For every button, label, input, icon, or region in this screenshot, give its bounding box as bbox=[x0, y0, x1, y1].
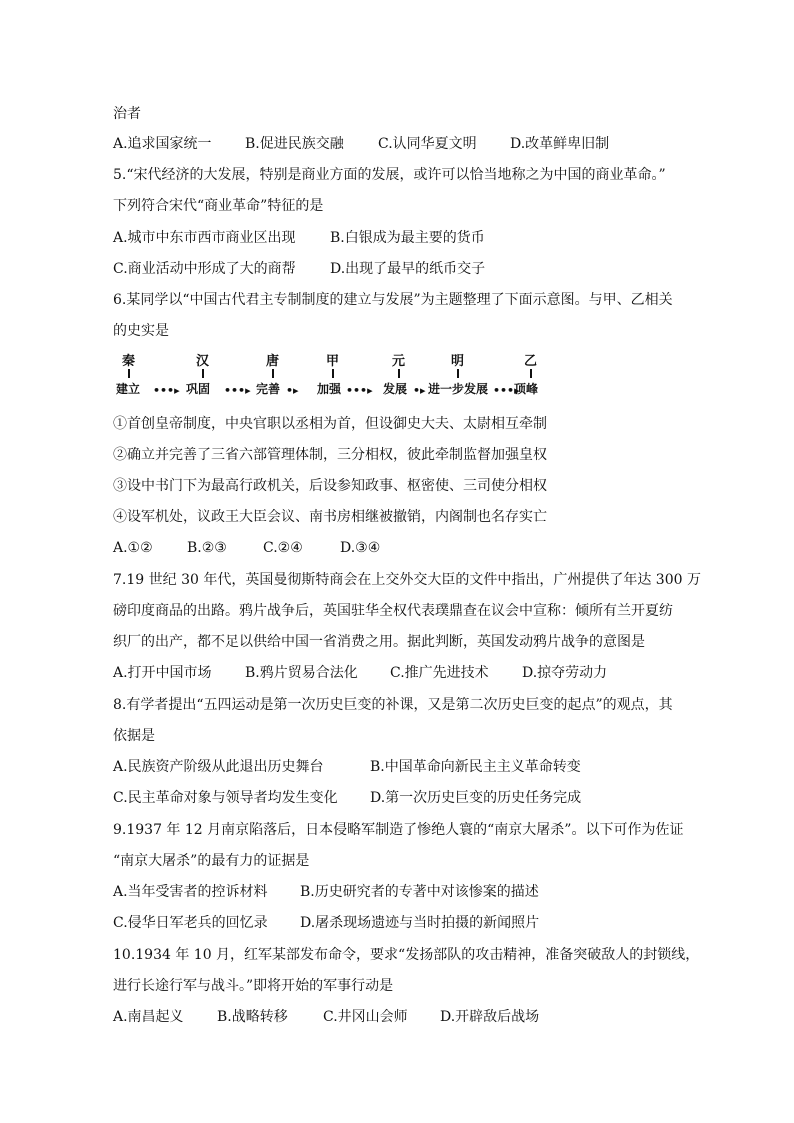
q7-stem-line3: 织厂的出产，都不足以供给中国一省消费之用。据此判断，英国发动鸦片战争的意图是 bbox=[113, 634, 645, 650]
timeline-bottom-consolidate: 巩固 bbox=[186, 382, 211, 396]
q10-option-d: D.开辟敌后战场 bbox=[440, 1009, 540, 1025]
q6-item-4: ④设军机处，议政王大臣会议、南书房相继被撤销，内阁制也名存实亡 bbox=[113, 509, 547, 525]
timeline-top-han: 汉 bbox=[196, 354, 210, 369]
q10-stem-line2: 进行长途行军与战斗。”即将开始的军事行动是 bbox=[113, 978, 394, 994]
q6-item-2: ②确立并完善了三省六部管理体制，三分相权，彼此牵制监督加强皇权 bbox=[113, 447, 547, 463]
q6-option-d: D.③④ bbox=[340, 540, 381, 556]
timeline-bottom-strengthen: 加强 bbox=[317, 382, 342, 396]
timeline-top-qin: 秦 bbox=[122, 354, 136, 369]
q5-option-d: D.出现了最早的纸币交子 bbox=[330, 261, 486, 277]
q10-option-c: C.井冈山会师 bbox=[323, 1009, 408, 1025]
q9-option-b: B.历史研究者的专著中对该惨案的描述 bbox=[300, 884, 539, 900]
q8-option-b: B.中国革命向新民主主义革命转变 bbox=[370, 759, 581, 775]
timeline-connector: •▸ bbox=[413, 384, 426, 397]
q9-stem-line1: 9.1937 年 12 月南京陷落后，日本侵略军制造了惨绝人寰的“南京大屠杀”。以下可作为佐证 bbox=[113, 822, 684, 838]
q6-item-1: ①首创皇帝制度，中央官职以丞相为首，但设御史大夫、太尉相互牵制 bbox=[113, 416, 547, 432]
q7-stem-line2: 磅印度商品的出路。鸦片战争后，英国驻华全权代表璞鼎查在议会中宣称：倾所有兰开夏纺 bbox=[113, 603, 673, 619]
q10-stem-line1: 10.1934 年 10 月，红军某部发布命令，要求“发扬部队的攻击精神，准备突破敌人的封锁线， bbox=[113, 947, 700, 963]
q6-item-3: ③设中书门下为最高行政机关，后设参知政事、枢密使、三司使分相权 bbox=[113, 478, 547, 494]
q10-option-a: A.南昌起义 bbox=[113, 1009, 184, 1025]
timeline-bottom-perfect: 完善 bbox=[256, 382, 281, 396]
q7-option-c: C.推广先进技术 bbox=[390, 665, 489, 681]
timeline-tick bbox=[530, 369, 532, 378]
q5-stem-line1: 5.“宋代经济的大发展，特别是商业方面的发展，或许可以恰当地称之为中国的商业革命。” bbox=[113, 167, 666, 183]
q6-stem-line2: 的史实是 bbox=[113, 323, 169, 339]
q8-stem-line1: 8.有学者提出“五四运动是第一次历史巨变的补课，又是第二次历史巨变的起点”的观点，其 bbox=[113, 697, 673, 713]
timeline-connector: •••▸ bbox=[346, 384, 373, 397]
timeline-connector: •▸ bbox=[286, 384, 299, 397]
q10-option-b: B.战略转移 bbox=[217, 1009, 288, 1025]
q7-option-b: B.鸦片贸易合法化 bbox=[245, 665, 358, 681]
q5-option-b: B.白银成为最主要的货币 bbox=[330, 230, 485, 246]
q8-option-a: A.民族资产阶级从此退出历史舞台 bbox=[113, 759, 324, 775]
q8-stem-line2: 依据是 bbox=[113, 728, 155, 744]
timeline-top-ming: 明 bbox=[451, 354, 465, 369]
timeline-tick bbox=[128, 369, 130, 378]
q4-option-c: C.认同华夏文明 bbox=[378, 136, 477, 152]
timeline-bottom-peak: 顶峰 bbox=[514, 382, 539, 396]
timeline-top-tang: 唐 bbox=[266, 354, 280, 369]
q9-stem-line2: “南京大屠杀”的最有力的证据是 bbox=[113, 853, 310, 869]
q5-stem-line2: 下列符合宋代“商业革命”特征的是 bbox=[113, 198, 324, 214]
q6-option-c: C.②④ bbox=[263, 540, 303, 556]
timeline-connector: •••▸ bbox=[153, 384, 180, 397]
q6-option-a: A.①② bbox=[113, 540, 153, 556]
timeline-top-yuan: 元 bbox=[392, 354, 406, 369]
timeline-tick bbox=[398, 369, 400, 378]
q7-option-a: A.打开中国市场 bbox=[113, 665, 212, 681]
timeline-tick bbox=[202, 369, 204, 378]
q8-option-c: C.民主革命对象与领导者均发生变化 bbox=[113, 790, 338, 806]
timeline-tick bbox=[457, 369, 459, 378]
timeline-connector: •••▸ bbox=[224, 384, 251, 397]
q8-option-d: D.第一次历史巨变的历史任务完成 bbox=[370, 790, 582, 806]
q5-option-a: A.城市中东市西市商业区出现 bbox=[113, 230, 296, 246]
timeline-tick bbox=[272, 369, 274, 378]
timeline-bottom-establish: 建立 bbox=[116, 382, 141, 396]
q4-option-b: B.促进民族交融 bbox=[245, 136, 344, 152]
timeline-bottom-develop: 发展 bbox=[383, 382, 408, 396]
timeline-tick bbox=[332, 369, 334, 378]
timeline-top-yi: 乙 bbox=[524, 354, 538, 369]
q9-option-c: C.侵华日军老兵的回忆录 bbox=[113, 915, 268, 931]
q9-option-a: A.当年受害者的控诉材料 bbox=[113, 884, 268, 900]
q4-option-d: D.改革鲜卑旧制 bbox=[510, 136, 610, 152]
q7-stem-line1: 7.19 世纪 30 年代，英国曼彻斯特商会在上交外交大臣的文件中指出，广州提供了年达 300 万 bbox=[113, 572, 701, 588]
q4-option-a: A.追求国家统一 bbox=[113, 136, 212, 152]
dynasty-timeline-diagram bbox=[116, 350, 546, 402]
q9-option-d: D.屠杀现场遗迹与当时拍摄的新闻照片 bbox=[300, 915, 540, 931]
timeline-top-jia: 甲 bbox=[326, 354, 340, 369]
q6-option-b: B.②③ bbox=[187, 540, 227, 556]
timeline-connector: •••▸ bbox=[493, 384, 520, 397]
q5-option-c: C.商业活动中形成了大的商帮 bbox=[113, 261, 296, 277]
q7-option-d: D.掠夺劳动力 bbox=[522, 665, 608, 681]
timeline-bottom-further-develop: 进一步发展 bbox=[428, 382, 489, 396]
q4-continuation: 治者 bbox=[113, 106, 141, 122]
q6-stem-line1: 6.某同学以“中国古代君主专制制度的建立与发展”为主题整理了下面示意图。与甲、乙相关 bbox=[113, 292, 673, 308]
